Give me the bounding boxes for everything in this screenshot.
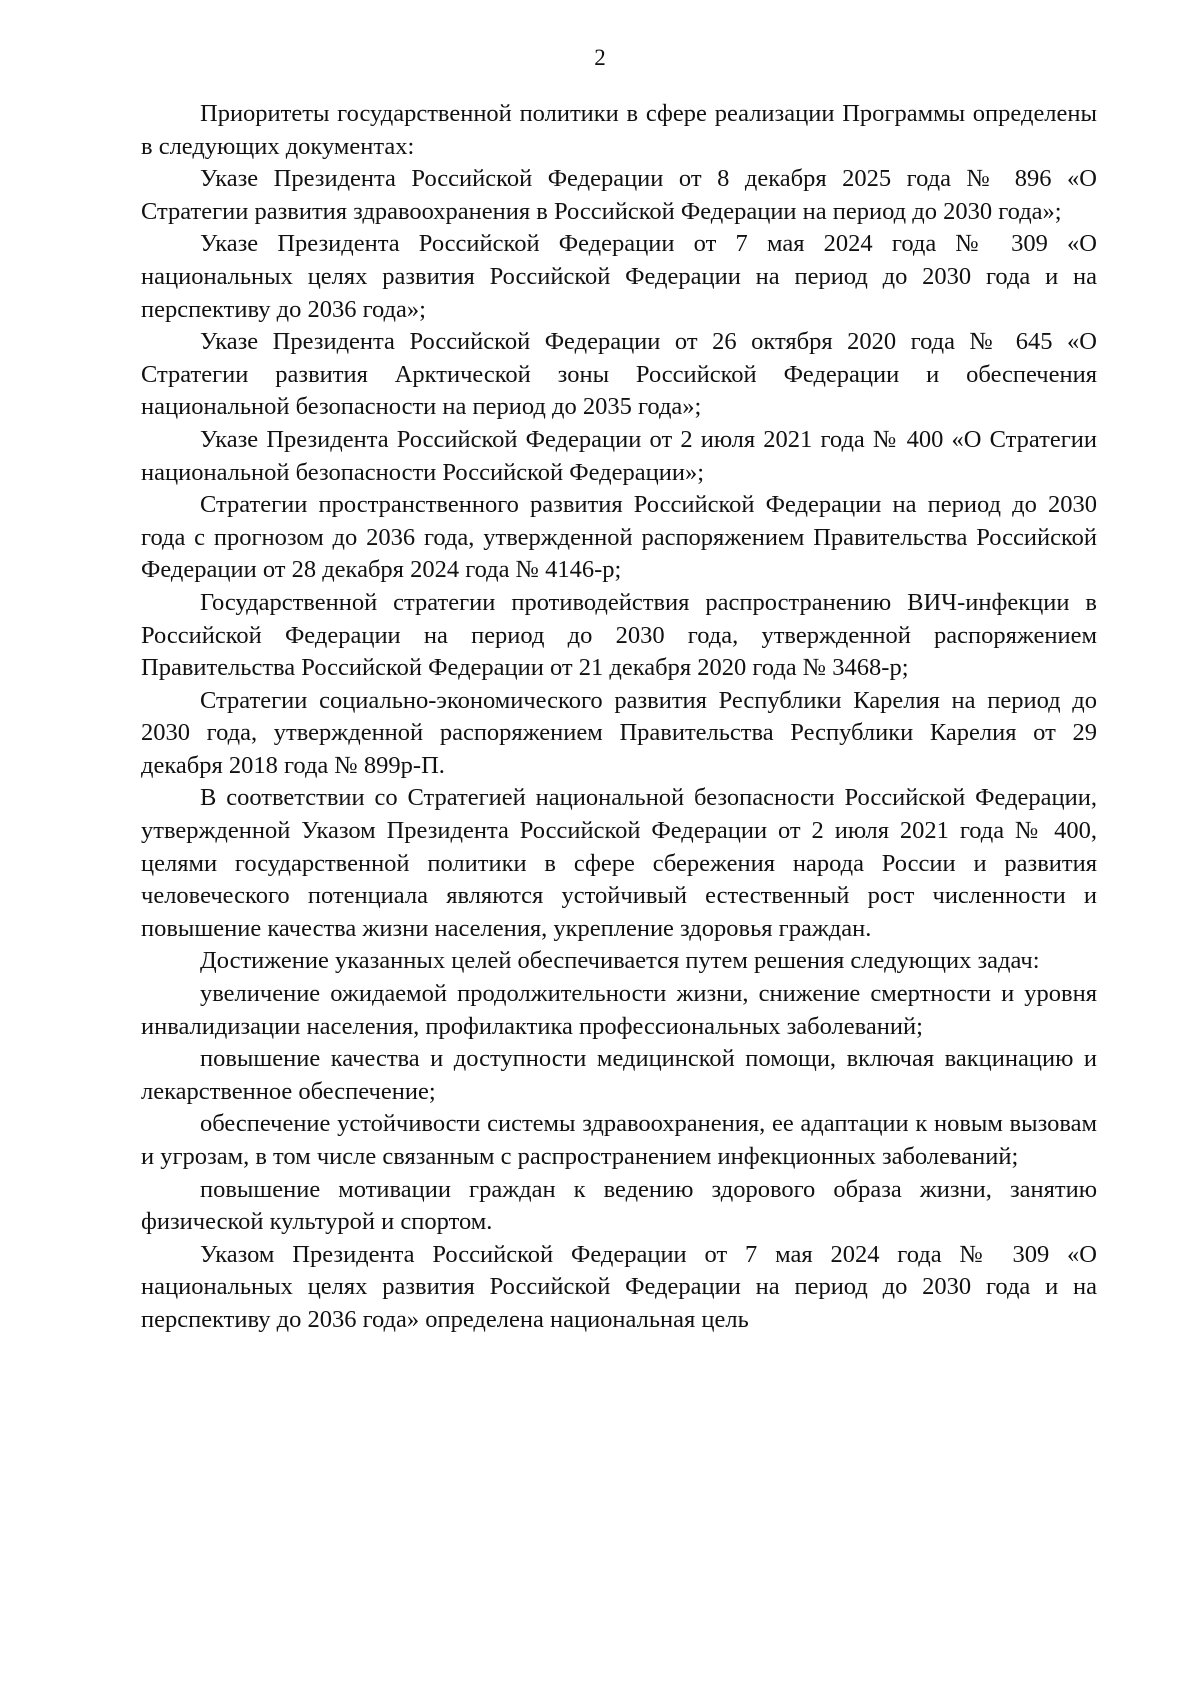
paragraph-decree-400: Указе Президента Российской Федерации от 2 июля 2021 года № 400 «О Стратегии национальной безопасности Российской Федерации»; <box>141 425 1097 486</box>
paragraph-decree-645: Указе Президента Российской Федерации от 26 октября 2020 года № 645 «О Стратегии развития Арктической зоны Российской Федерации и обеспечения национальной безопасности на период до 2035 года»; <box>141 328 1097 421</box>
paragraph-priorities-intro: Приоритеты государственной политики в сфере реализации Программы определены в следующих документах: <box>141 100 1097 160</box>
document-body <box>141 98 1097 1337</box>
paragraph-spatial-strategy: Стратегии пространственного развития Российской Федерации на период до 2030 года с прогнозом до 2036 года, утвержденной распоряжением Правительства Российской Федерации от 28 декабря 2024 года № 4146-р; <box>141 491 1097 584</box>
paragraph-decree-896: Указе Президента Российской Федерации от 8 декабря 2025 года № 896 «О Стратегии развития здравоохранения в Российской Федерации на период до 2030 года»; <box>141 165 1097 225</box>
paragraph-task-life-expectancy: увеличение ожидаемой продолжительности жизни, снижение смертности и уровня инвалидизации населения, профилактика профессиональных заболеваний; <box>141 980 1097 1040</box>
paragraph-task-medical-care: повышение качества и доступности медицинской помощи, включая вакцинацию и лекарственное обеспечение; <box>141 1045 1097 1105</box>
paragraph-karelia-strategy: Стратегии социально-экономического развития Республики Карелия на период до 2030 года, утвержденной распоряжением Правительства Республики Карелия от 29 декабря 2018 года № 899р-П. <box>141 686 1097 779</box>
paragraph-tasks-intro: Достижение указанных целей обеспечивается путем решения следующих задач: <box>200 947 1040 975</box>
paragraph-national-security-goals: В соответствии со Стратегией национальной безопасности Российской Федерации, утвержденной Указом Президента Российской Федерации от 2 июля 2021 года № 400, целями государственной политики в сфере сбережения народа России и развития человеческого потенциала являются устойчивый естественный рост численности и повышение качества жизни населения, укрепление здоровья граждан. <box>141 784 1097 942</box>
paragraph-task-healthy-lifestyle: повышение мотивации граждан к ведению здорового образа жизни, занятию физической культурой и спортом. <box>141 1175 1097 1236</box>
paragraph-decree-309: Указе Президента Российской Федерации от 7 мая 2024 года № 309 «О национальных целях развития Российской Федерации на период до 2030 года и на перспективу до 2036 года»; <box>141 230 1097 323</box>
paragraph-task-system-resilience: обеспечение устойчивости системы здравоохранения, ее адаптации к новым вызовам и угрозам, в том числе связанным с распространением инфекционных заболеваний; <box>141 1110 1097 1170</box>
page-number: 2 <box>594 45 606 70</box>
paragraph-national-goal: Указом Президента Российской Федерации от 7 мая 2024 года № 309 «О национальных целях развития Российской Федерации на период до 2030 года и на перспективу до 2036 года» определена национальная цель <box>141 1240 1097 1333</box>
paragraph-hiv-strategy: Государственной стратегии противодействия распространению ВИЧ-инфекции в Российской Федерации на период до 2030 года, утвержденной распоряжением Правительства Российской Федерации от 21 декабря 2020 года № 3468-р; <box>141 588 1097 682</box>
